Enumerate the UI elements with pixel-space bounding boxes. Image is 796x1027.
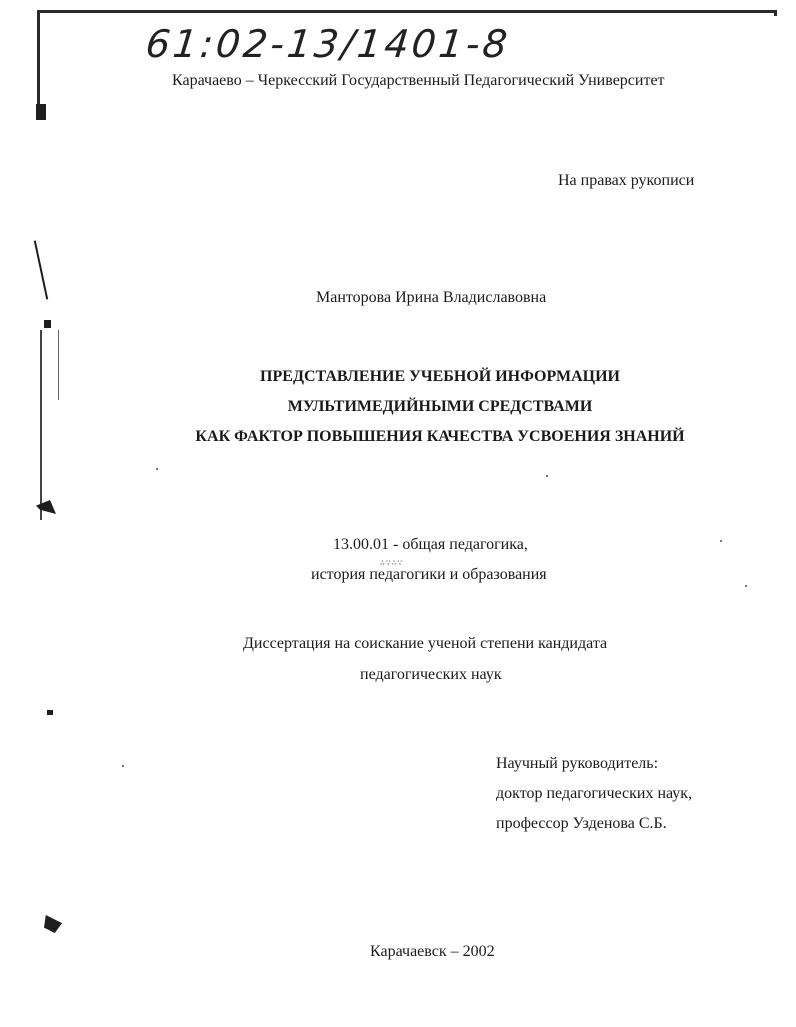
scan-border-top xyxy=(38,10,776,13)
scan-border-right xyxy=(774,10,777,16)
scan-artifact xyxy=(47,710,53,715)
advisor-name: профессор Узденова С.Б. xyxy=(496,815,667,832)
dissertation-degree-line-2: педагогических наук xyxy=(360,666,502,683)
scan-artifact xyxy=(36,104,46,120)
advisor-degree: доктор педагогических наук, xyxy=(496,785,693,802)
city-year: Карачаевск – 2002 xyxy=(370,943,495,960)
scan-artifact xyxy=(44,320,51,328)
scan-artifact xyxy=(40,330,42,520)
title-line-2: МУЛЬТИМЕДИЙНЫМИ СРЕДСТВАМИ xyxy=(287,398,593,415)
manuscript-rights-note: На правах рукописи xyxy=(558,172,695,189)
author-name: Манторова Ирина Владиславовна xyxy=(316,289,547,306)
scan-dot xyxy=(546,475,548,477)
scan-dot xyxy=(156,468,158,470)
university-name: Карачаево – Черкесский Государственный Педагогический Университет xyxy=(172,72,665,89)
scan-dot xyxy=(122,765,124,767)
scan-artifact xyxy=(36,500,56,514)
stamp-mark: ∴∵∴∵ xyxy=(380,558,404,567)
dissertation-degree-line-1: Диссертация на соискание ученой степени кандидата xyxy=(243,635,608,652)
scan-artifact xyxy=(58,330,59,400)
scan-dot xyxy=(745,585,747,587)
specialty-name: история педагогики и образования xyxy=(311,566,547,583)
title-line-1: ПРЕДСТАВЛЕНИЕ УЧЕБНОЙ ИНФОРМАЦИИ xyxy=(260,368,620,385)
scan-dot xyxy=(720,540,722,542)
scan-artifact xyxy=(34,240,48,299)
handwritten-catalog-number: 61:02-13/1401-8 xyxy=(143,22,513,66)
advisor-label: Научный руководитель: xyxy=(496,755,659,772)
scan-border-left xyxy=(37,10,40,105)
specialty-code: 13.00.01 - общая педагогика, xyxy=(333,536,528,553)
title-line-3: КАК ФАКТОР ПОВЫШЕНИЯ КАЧЕСТВА УСВОЕНИЯ ЗНАНИЙ xyxy=(195,428,685,445)
scan-artifact xyxy=(44,915,62,933)
